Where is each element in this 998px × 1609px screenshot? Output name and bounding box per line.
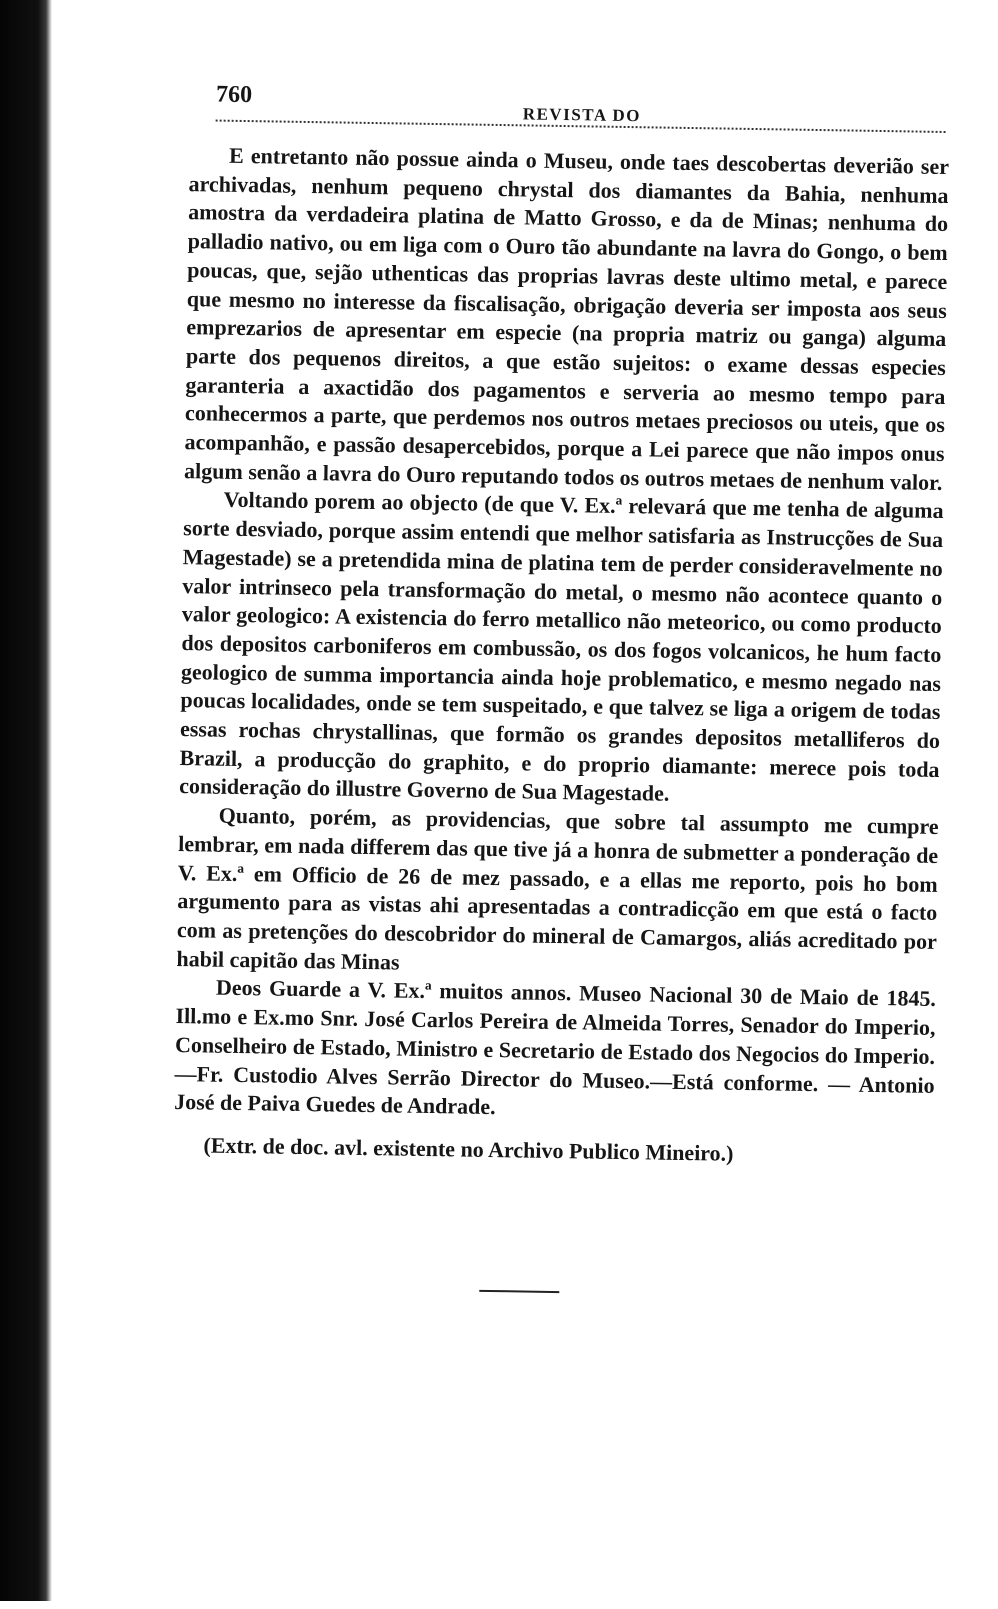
closing-signature: Deos Guarde a V. Ex.ª muitos annos. Museo Nacional 30 de Maio de 1845. Ill.mo e Ex.mo Snr. José Carlos Pereira de Almeida Torres, Senador do Imperio, Conselheiro de Estado, Ministro e Secretario de Estado dos Negocios do Imperio.—Fr. Custodio Alves Serrão Director do Museo.—Está conforme. — Antonio José de Paiva Guedes de Andrade. <box>174 975 937 1120</box>
end-rule <box>479 1290 559 1293</box>
source-note: (Extr. de doc. avl. existente no Archivo Publico Mineiro.) <box>203 1132 734 1166</box>
page-body <box>173 141 949 1171</box>
paragraph-providences: Quanto, porém, as providencias, que sobre tal assumpto me cumpre lembrar, em nada differem das que tive já a honra de submetter a ponderação de V. Ex.ª em Officio de 26 de mez passado, e a ellas me reporto, pois ho bom argumento para as vistas ahi apresentadas a contradicção em que está o facto com as pretenções do descobridor do mineral de Camargos, aliás acreditado por habil capitão das Minas <box>176 802 939 975</box>
paragraph-museum-collection: E entretanto não possue ainda o Museu, onde taes descobertas deverião ser archivadas, nenhum pequeno chrystal dos diamantes da Bahia, nenhuma amostra da verdadeira platina de Matto Grosso, e da de Minas; nenhuma do palladio nativo, ou em liga com o Ouro tão abundante na lavra do Gongo, o bem poucas, que, sejão uthenticas das proprias lavras deste ultimo metal, e parece que mesmo no interesse da fiscalisação, obrigação deveria ser imposta aos seus emprezarios de apresentar em especie (na propria matriz ou ganga) alguma parte dos pequenos direitos, a que estão sujeitos: o exame dessas especies garanteria a axactidão dos pagamentos e serveria ao mesmo tempo para conhecermos a parte, que perdemos nos outros metaes preciosos ou uteis, que os acompanhão, e passão desapercebidos, porque a Lei parece que não impos onus algum senão a lavra do Ouro reputando todos os outros metaes de nenhum valor. <box>183 142 950 495</box>
paragraph-platinum-mine: Voltando porem ao objecto (de que V. Ex.ª relevará que me tenha de alguma sorte desviado, porque assim entendi que melhor satisfaria as Instrucções de Sua Magestade) se a pretendida mina de platina tem de perder consideravelmente no valor intrinseco pela transformação do metal, o mesmo não acontece quanto o valor geologico: A existencia do ferro metallico não meteorico, ou como producto dos depositos carboniferos em combussão, os dos fogos volcanicos, he hum facto geologico de summa importancia ainda hoje problematico, e mesmo negado nas poucas localidades, onde se tem suspeitado, e que talvez se liga a origem de todas essas rochas chrystallinas, que formão os grandes depositos metalliferos do Brazil, a producção do graphito, e do proprio diamante: merece pois toda consideração do illustre Governo de Sua Magestade. <box>178 487 944 807</box>
page-number: 760 <box>215 81 253 109</box>
running-title: REVISTA DO <box>522 104 642 126</box>
